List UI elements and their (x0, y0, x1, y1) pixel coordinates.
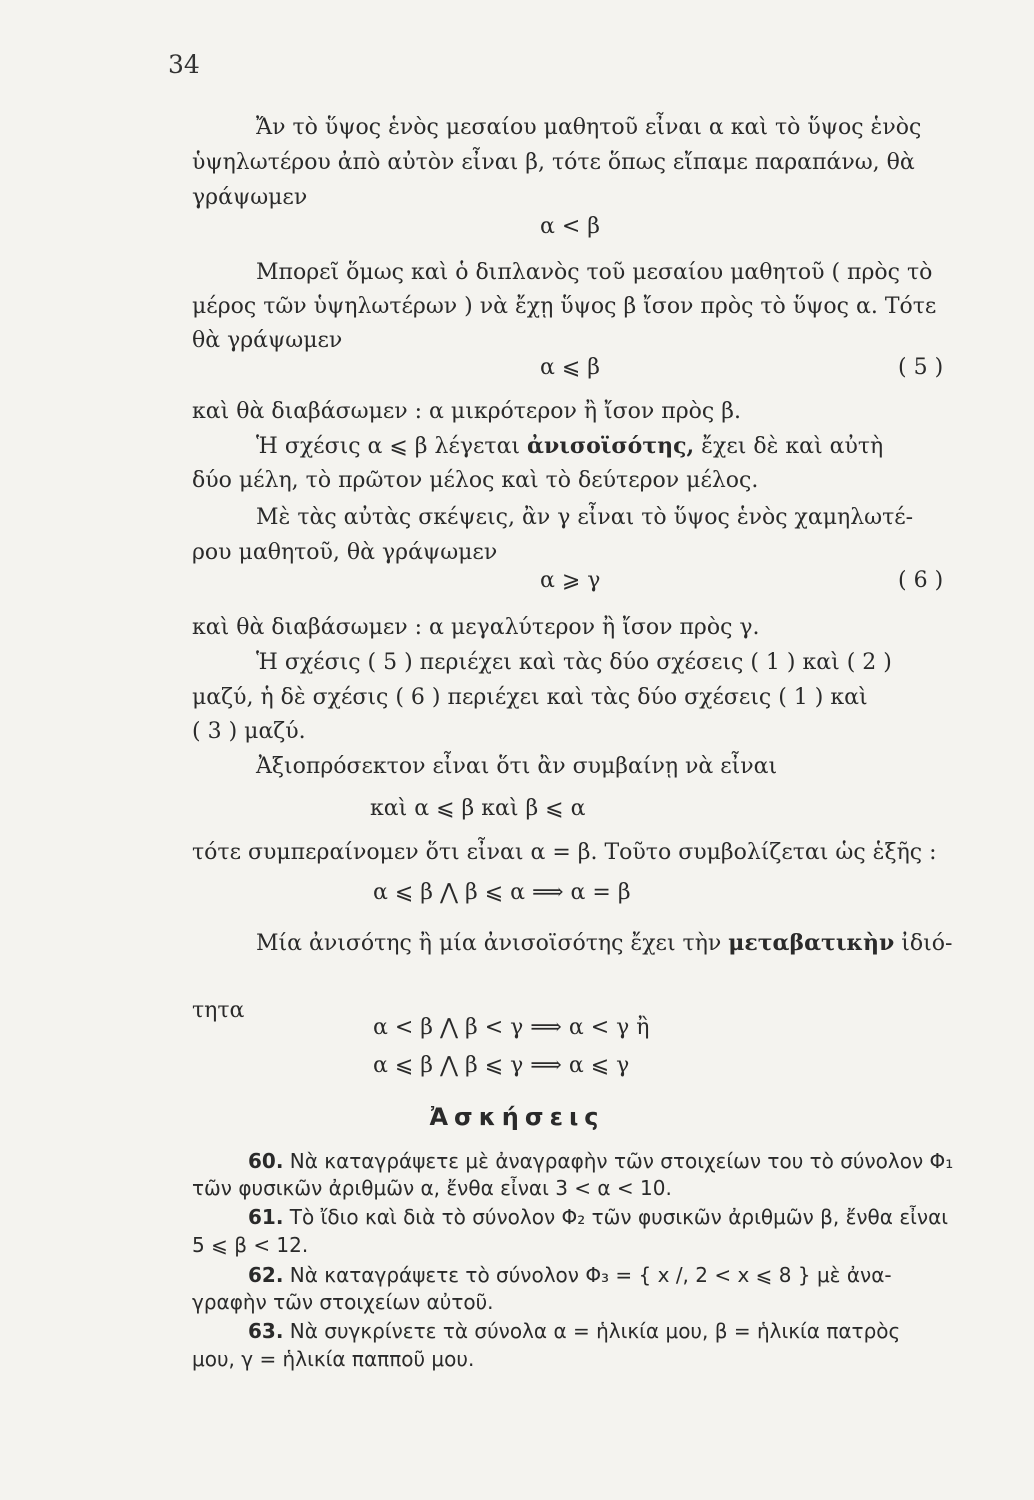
text-line: Μπορεῖ ὅμως καὶ ὁ διπλανὸς τοῦ μεσαίου μαθητοῦ ( πρὸς τὸ (256, 260, 933, 285)
equation-number: ( 6 ) (898, 568, 944, 593)
formula: α ⩽ β ⋀ β ⩽ α ⟹ α = β (373, 880, 631, 905)
text-line: ὑψηλωτέρου ἀπὸ αὐτὸν εἶναι β, τότε ὅπως εἴπαμε παραπάνω, θὰ (192, 150, 915, 175)
text-segment: ἰδιό- (894, 931, 953, 956)
exercise-61 (248, 1203, 948, 1231)
exercise-number: 61. (248, 1205, 284, 1229)
term-bold: ἀνισοϊσότης, (527, 433, 695, 459)
exercise-text-cont: γραφὴν τῶν στοιχείων αὐτοῦ. (192, 1290, 494, 1314)
term-bold: μεταβατικὴν (728, 930, 895, 956)
text-line: Ἄν τὸ ὕψος ἑνὸς μεσαίου μαθητοῦ εἶναι α καὶ τὸ ὕψος ἑνὸς (256, 115, 922, 140)
text-line (256, 431, 883, 462)
exercise-text: Νὰ καταγράψετε τὸ σύνολον Φ₃ = { x /, 2 < x ⩽ 8 } μὲ ἀνα- (283, 1263, 892, 1287)
formula: α ⩽ β (540, 355, 600, 380)
formula: καὶ α ⩽ β καὶ β ⩽ α (370, 796, 586, 821)
text-segment: Ἡ σχέσις α ⩽ β λέγεται (256, 434, 528, 459)
exercise-text: Τὸ ἴδιο καὶ διὰ τὸ σύνολον Φ₂ τῶν φυσικῶν ἀριθμῶν β, ἔνθα εἶναι (283, 1205, 949, 1229)
exercise-number: 62. (248, 1263, 284, 1287)
exercise-number: 63. (248, 1319, 284, 1343)
text-segment: Μία ἀνισότης ἢ μία ἀνισοϊσότης ἔχει τὴν (256, 931, 729, 956)
exercise-text: Νὰ καταγράψετε μὲ ἀναγραφὴν τῶν στοιχείων του τὸ σύνολον Φ₁ (283, 1149, 954, 1173)
text-segment: ἔχει δὲ καὶ αὐτὴ (694, 434, 884, 459)
exercise-text: Νὰ συγκρίνετε τὰ σύνολα α = ἡλικία μου, β = ἡλικία πατρὸς (283, 1319, 901, 1343)
text-line (256, 928, 952, 959)
text-line: Ἡ σχέσις ( 5 ) περιέχει καὶ τὰς δύο σχέσεις ( 1 ) καὶ ( 2 ) (256, 650, 892, 675)
text-line: τότε συμπεραίνομεν ὅτι εἶναι α = β. Τοῦτο συμβολίζεται ὡς ἑξῆς : (192, 840, 937, 865)
formula: α < β (540, 214, 600, 239)
exercise-62 (248, 1261, 892, 1289)
equation-number: ( 5 ) (898, 355, 944, 380)
text-line: καὶ θὰ διαβάσωμεν : α μικρότερον ἢ ἴσον πρὸς β. (192, 399, 741, 424)
text-line: τητα (192, 998, 245, 1023)
text-line: γράψωμεν (192, 185, 308, 210)
page-number: 34 (168, 50, 200, 79)
text-line: καὶ θὰ διαβάσωμεν : α μεγαλύτερον ἢ ἴσον πρὸς γ. (192, 615, 760, 640)
formula: α < β ⋀ β < γ ⟹ α < γ ἢ (373, 1015, 650, 1040)
exercises-heading: Ἀσκήσεις (429, 1103, 605, 1131)
exercise-63 (248, 1317, 900, 1345)
text-line: θὰ γράψωμεν (192, 328, 343, 353)
text-line: ρου μαθητοῦ, θὰ γράψωμεν (192, 540, 498, 565)
formula: α ⩽ β ⋀ β ⩽ γ ⟹ α ⩽ γ (373, 1053, 630, 1078)
exercise-text-cont: τῶν φυσικῶν ἀριθμῶν α, ἔνθα εἶναι 3 < α < 10. (192, 1176, 672, 1200)
text-line: δύο μέλη, τὸ πρῶτον μέλος καὶ τὸ δεύτερον μέλος. (192, 468, 759, 493)
text-line: ( 3 ) μαζύ. (192, 719, 306, 744)
exercise-60 (248, 1147, 953, 1175)
text-line: μέρος τῶν ὑψηλωτέρων ) νὰ ἔχῃ ὕψος β ἴσον πρὸς τὸ ὕψος α. Τότε (192, 294, 937, 319)
formula: α ⩾ γ (540, 568, 601, 593)
text-line: Ἀξιοπρόσεκτον εἶναι ὅτι ἂν συμβαίνῃ νὰ εἶναι (256, 754, 778, 779)
exercise-text-cont: μου, γ = ἡλικία παπποῦ μου. (192, 1347, 475, 1371)
exercise-text-cont: 5 ⩽ β < 12. (192, 1233, 309, 1257)
exercise-number: 60. (248, 1149, 284, 1173)
text-line: Μὲ τὰς αὐτὰς σκέψεις, ἂν γ εἶναι τὸ ὕψος ἑνὸς χαμηλωτέ- (256, 505, 914, 530)
text-line: μαζύ, ἡ δὲ σχέσις ( 6 ) περιέχει καὶ τὰς δύο σχέσεις ( 1 ) καὶ (192, 685, 868, 710)
